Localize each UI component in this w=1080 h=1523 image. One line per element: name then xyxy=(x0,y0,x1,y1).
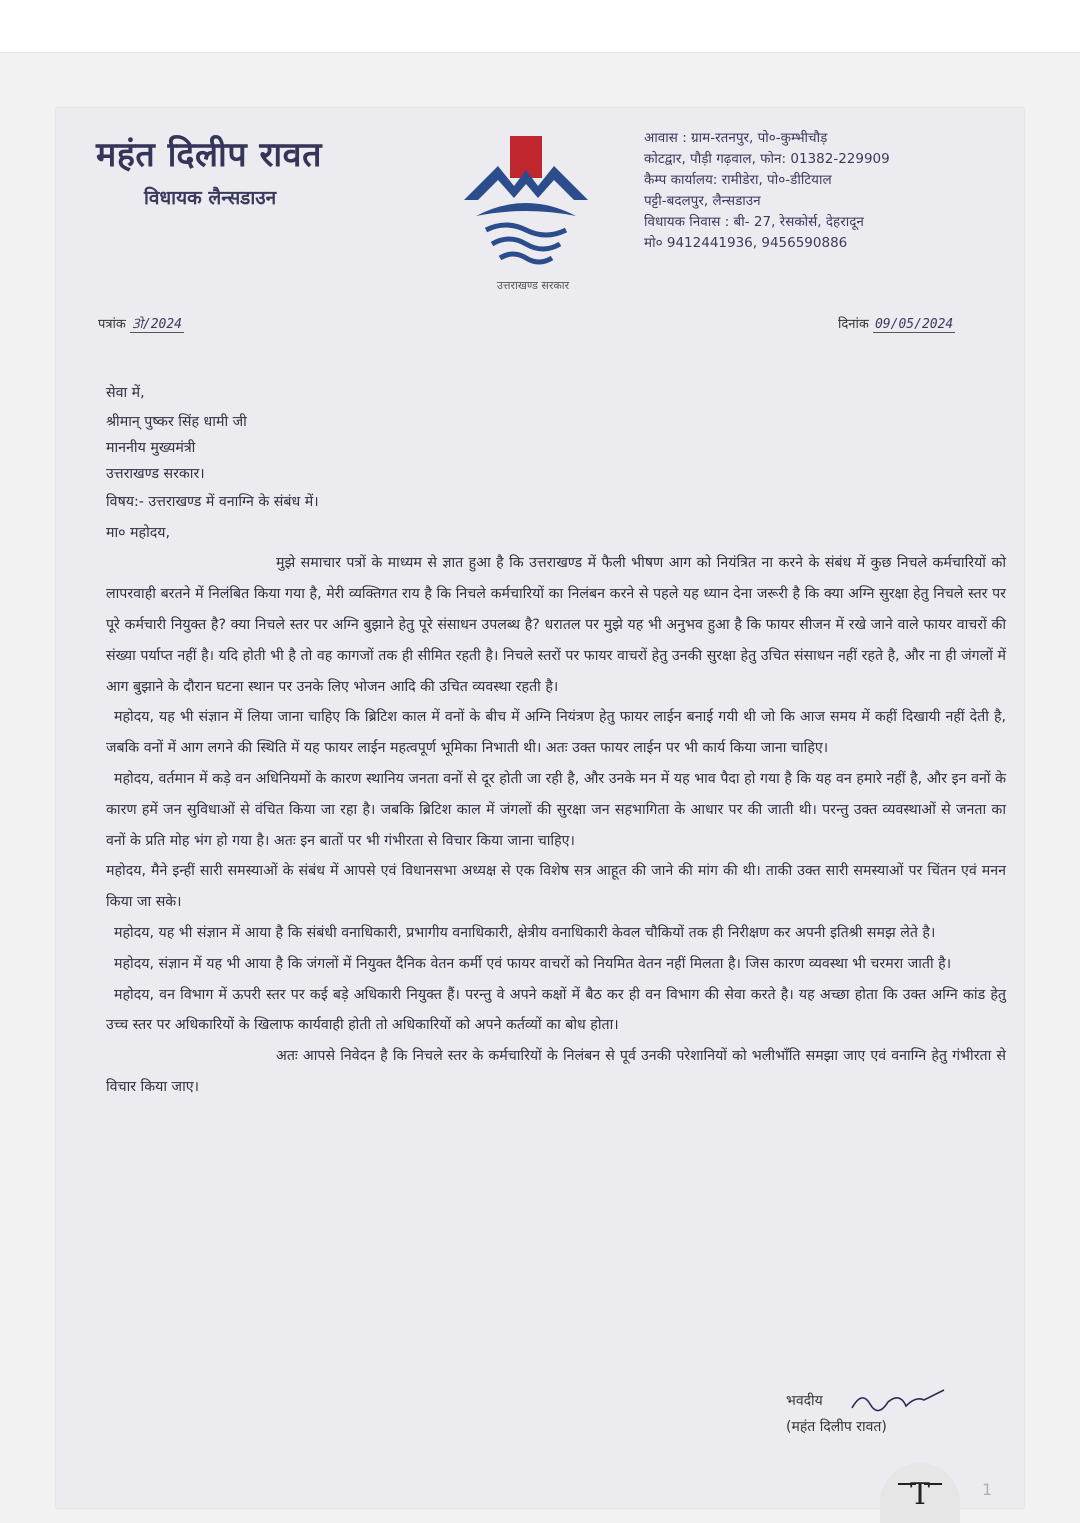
subject-line: विषय:- उत्तराखण्ड में वनाग्नि के संबंध में। xyxy=(106,493,319,510)
body-paragraph: महोदय, संज्ञान में यह भी आया है कि जंगलों में नियुक्त दैनिक वेतन कर्मी एवं फायर वाचरों को नियमित वेतन नहीं मिलता है। जिस कारण व्यवस्था भी चरमरा जाती है। xyxy=(114,955,952,972)
to-line: सेवा में, xyxy=(106,385,145,401)
dinank-value: 09/05/2024 xyxy=(874,317,954,332)
body-paragraph: मुझे समाचार पत्रों के माध्यम से ज्ञात हुआ है कि उत्तराखण्ड में फैली भीषण आग को नियंत्रित ना करने के संबंध में कुछ निचले कर्मचारियों को लापरवाही बरतने में निलंबित किया गया है, मेरी व्यक्तिगत राय है कि निचले कर्मचारियों का निलंबन करने से पहले यह ध्यान देना जरूरी है कि क्या अग्नि सुरक्षा हेतु निचले स्तर पर पूरे कर्मचारी नियुक्त है? क्या निचले स्तर पर अग्नि बुझाने हेतु पूरे संसाधन उपलब्ध है? धरातल पर मुझे यह भी अनुभव हुआ है कि फायर सीजन में रखे जाने वाले फायर वाचरों की संख्या पर्याप्त नहीं है। यदि होती भी है तो वह कागजों तक ही सीमित रहती है। निचले स्तरों पर फायर वाचरों हेतु उनकी सुरक्षा हेतु उचित संसाधन नहीं रहते है, और ना ही जंगलों में आग बुझाने के दौरान घटना स्थान पर उनके लिए भोजन आदि की उचित व्यवस्था रहती है। xyxy=(106,555,1006,695)
recipient-line: माननीय मुख्यमंत्री xyxy=(106,439,196,456)
sender-address-block xyxy=(644,128,1014,254)
patrank-label: पत्रांक xyxy=(98,317,126,332)
uttarakhand-emblem-logo xyxy=(456,130,596,280)
emblem-mountains xyxy=(464,166,588,200)
logo-caption: उत्तराखण्ड सरकार xyxy=(496,279,570,292)
dinank-label: दिनांक xyxy=(838,317,869,332)
letter-body xyxy=(106,378,1006,1103)
address-line: मो० 9412441936, 9456590886 xyxy=(644,235,848,251)
emblem-wave-2 xyxy=(492,239,560,249)
closing-word: भवदीय xyxy=(786,1393,823,1409)
letter-date xyxy=(838,314,955,332)
address-line: पट्टी-बदलपुर, लैन्सडाउन xyxy=(644,193,761,209)
emblem-wave-3 xyxy=(500,254,552,262)
body-paragraph: महोदय, यह भी संज्ञान में आया है कि संबंधी वनाधिकारी, प्रभागीय वनाधिकारी, क्षेत्रीय वनाधिकारी केवल चौकियों तक ही निरीक्षण कर अपनी इतिश्री समझ लेते है। xyxy=(114,924,936,941)
body-paragraph: महोदय, वन विभाग में ऊपरी स्तर पर कई बड़े अधिकारी नियुक्त हैं। परन्तु वे अपने कक्षों में बैठ कर ही वन विभाग की सेवा करते है। यह अच्छा होता कि उक्त अग्नि कांड हेतु उच्च स्तर पर अधिकारियों के खिलाफ कार्यवाही होती तो अधिकारियों को अपने कर्तव्यों का बोध होता। xyxy=(106,986,1006,1034)
sender-designation: विधायक लैन्सडाउन xyxy=(144,187,277,209)
address-line: आवास : ग्राम-रतनपुर, पो०-कुम्भीचौड़ xyxy=(644,130,828,146)
address-line: कोटद्वार, पौड़ी गढ़वाल, फोन: 01382-229909 xyxy=(644,151,890,167)
emblem-arc xyxy=(476,203,576,216)
address-line: विधायक निवास : बी- 27, रेसकोर्स, देहरादून xyxy=(644,214,864,230)
body-paragraph: महोदय, मैने इन्हीं सारी समस्याओं के संबंध में आपसे एवं विधानसभा अध्यक्ष से एक विशेष सत्र आहूत की जाने की मांग की थी। ताकी उक्त सारी समस्याओं पर चिंतन एवं मनन किया जा सके। xyxy=(106,863,1006,911)
handwritten-signature xyxy=(848,1386,948,1416)
greeting: मा० महोदय, xyxy=(106,524,171,541)
bracket-right-icon xyxy=(924,1483,942,1495)
bracket-left-icon xyxy=(898,1483,916,1495)
recipient-line: उत्तराखण्ड सरकार। xyxy=(106,465,205,482)
signature-name: (महंत दिलीप रावत) xyxy=(786,1419,887,1435)
emblem-wave-1 xyxy=(486,225,566,235)
letter-page xyxy=(56,108,1024,1508)
app-top-bar xyxy=(0,0,1080,53)
body-paragraph: महोदय, वर्तमान में कड़े वन अधिनियमों के कारण स्थानिय जनता वनों से दूर होती जा रही है, और उनके मन में यह भाव पैदा हो गया है कि यह वन हमारे नहीं है, और इन वनों के कारण हमें जन सुविधाओं से वंचित किया जा रहा है। जबकि ब्रिटिश काल में जंगलों की सुरक्षा जन सहभागिता के आधार पर की जाती थी। परन्तु उक्त व्यवस्थाओं से जनता का वनों के प्रति मोह भंग हो गया है। अतः इन बातों पर भी गंभीरता से विचार किया जाना चाहिए। xyxy=(106,770,1006,849)
sender-name: महंत दिलीप रावत xyxy=(96,135,322,175)
side-mark: 1 xyxy=(982,1480,993,1499)
recipient-line: श्रीमान् पुष्कर सिंह धामी जी xyxy=(106,413,247,430)
address-line: कैम्प कार्यालय: रामीडेरा, पो०-डीटियाल xyxy=(644,172,832,188)
reference-number xyxy=(98,314,184,332)
body-paragraph: अतः आपसे निवेदन है कि निचले स्तर के कर्मचारियों के निलंबन से पूर्व उनकी परेशानियों को भलीभाँति समझा जाए एवं वनाग्नि हेतु गंभीरता से विचार किया जाए। xyxy=(106,1048,1006,1095)
text-tool-icon: T xyxy=(909,1477,930,1512)
patrank-value: 3ो/2024 xyxy=(132,317,182,332)
body-paragraph: महोदय, यह भी संज्ञान में लिया जाना चाहिए कि ब्रिटिश काल में वनों के बीच में अग्नि नियंत्रण हेतु फायर लाईन बनाई गयी थी जो कि आज समय में कहीं दिखायी नहीं देती है, जबकि वनों में आग लगने की स्थिति में यह फायर लाईन महत्वपूर्ण भूमिका निभाती थी। अतः उक्त फायर लाईन पर भी कार्य किया जाना चाहिए। xyxy=(106,709,1006,757)
